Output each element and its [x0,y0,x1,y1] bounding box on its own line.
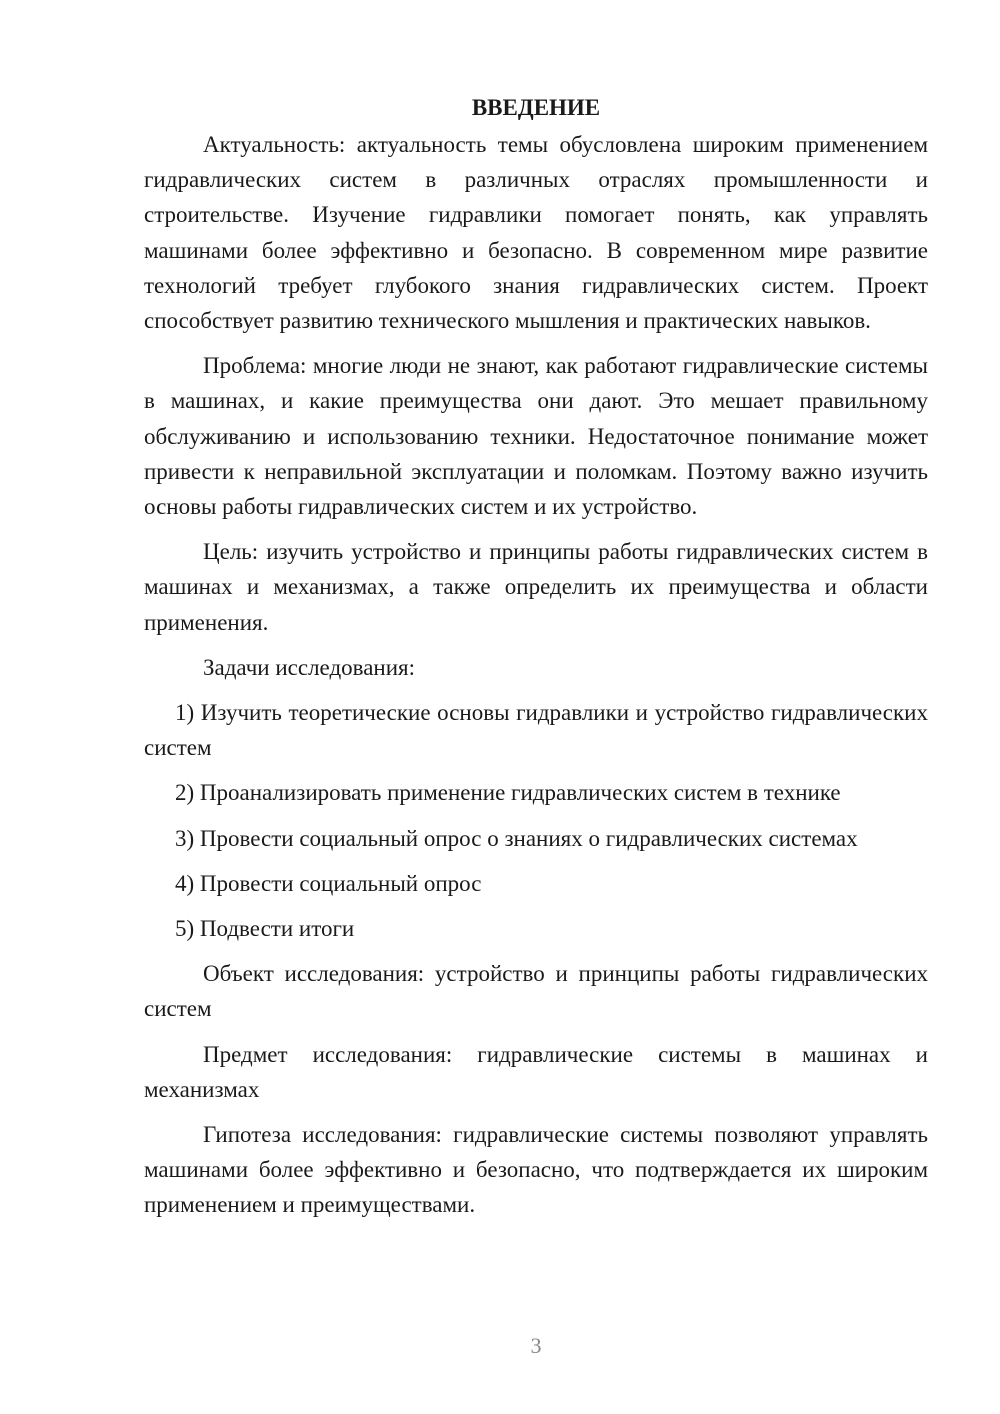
paragraph-problem: Проблема: многие люди не знают, как работают гидравлические системы в машинах, и какие преимущества они дают. Это мешает правильному обслуживанию и использованию техники. Недостаточное понимание может привести к неправильной эксплуатации и поломкам. Поэтому важно изучить основы работы гидравлических систем и их устройство. [144,353,928,520]
paragraph-object: Объект исследования: устройство и принципы работы гидравлических систем [144,961,928,1022]
paragraph-subject: Предмет исследования: гидравлические системы в машинах и механизмах [144,1041,928,1102]
task-item-4: 4) Провести социальный опрос [175,870,482,896]
task-item-2: 2) Проанализировать применение гидравлических систем в технике [175,780,841,806]
tasks-heading: Задачи исследования: [203,654,416,680]
paragraph-relevance: Актуальность: актуальность темы обусловлена широким применением гидравлических систем в различных отраслях промышленности и строительстве. Изучение гидравлики помогает понять, как управлять машинами более эффективно и безопасно. В современном мире развитие технологий требует глубокого знания гидравлических систем. Проект способствует развитию технического мышления и практических навыков. [144,132,928,334]
document-page [144,90,928,1233]
task-item-3: 3) Провести социальный опрос о знаниях о гидравлических системах [175,825,858,851]
task-item-1: 1) Изучить теоретические основы гидравлики и устройство гидравлических систем [144,700,928,761]
paragraph-goal: Цель: изучить устройство и принципы работы гидравлических систем в машинах и механизмах, а также определить их преимущества и области применения. [144,539,928,635]
document-title: ВВЕДЕНИЕ [471,95,601,120]
paragraph-hypothesis: Гипотеза исследования: гидравлические системы позволяют управлять машинами более эффективно и безопасно, что подтверждается их широким применением и преимуществами. [144,1122,928,1218]
page-number: 3 [530,1333,542,1358]
task-item-5: 5) Подвести итоги [175,916,355,942]
